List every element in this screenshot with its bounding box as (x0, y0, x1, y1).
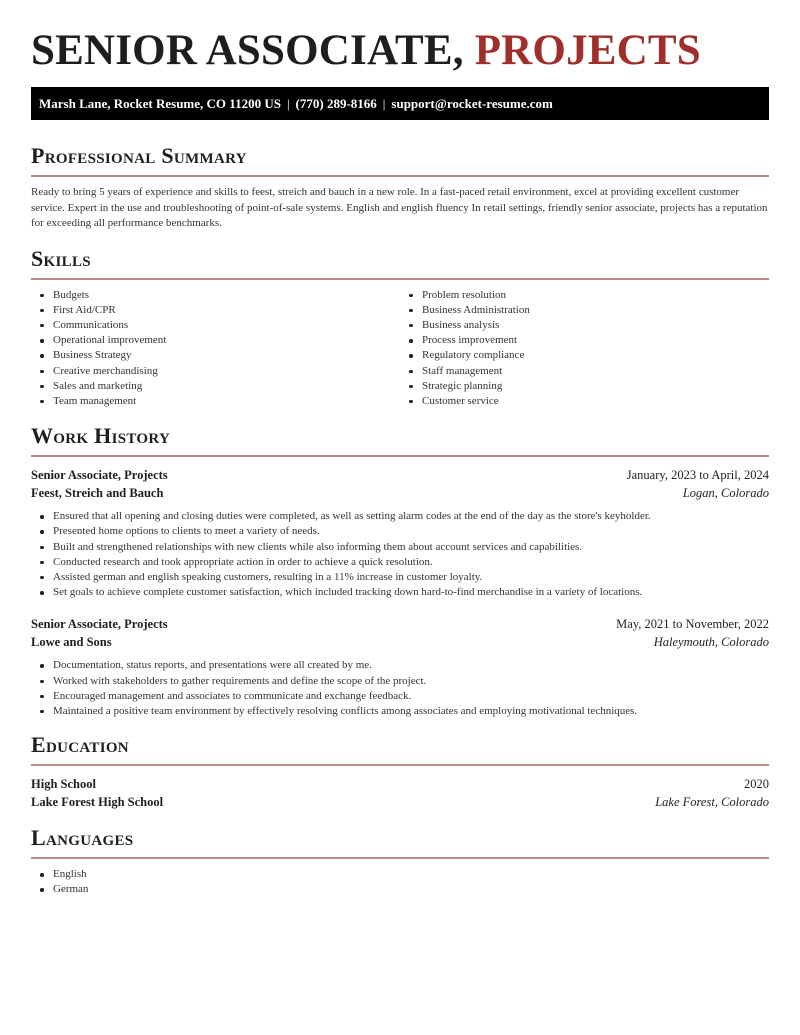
languages-list (31, 867, 769, 897)
contact-separator: | (382, 96, 386, 111)
skills-column-left (31, 288, 400, 410)
contact-email[interactable]: support@rocket-resume.com (391, 96, 553, 111)
languages-section (31, 825, 769, 897)
job-company-row (31, 485, 769, 503)
skill-item: First Aid/CPR (53, 303, 400, 318)
skill-item: Regulatory compliance (422, 348, 769, 363)
section-divider (31, 175, 769, 177)
job-bullets (31, 509, 769, 600)
section-divider (31, 764, 769, 766)
education-location: Lake Forest, Colorado (655, 794, 769, 809)
language-item: English (53, 867, 769, 882)
job-entry (31, 616, 769, 719)
job-title: Senior Associate, Projects (31, 468, 168, 483)
job-bullet: Ensured that all opening and closing duties were completed, as well as setting alarm codes at the end of the day as the store's keyholder. (53, 509, 769, 524)
job-bullet: Presented home options to clients to meet a variety of needs. (53, 524, 769, 539)
job-bullet: Worked with stakeholders to gather requirements and define the scope of the project. (53, 674, 769, 689)
job-dates: January, 2023 to April, 2024 (626, 468, 769, 483)
section-heading: Work History (31, 423, 171, 449)
section-divider (31, 455, 769, 457)
education-school: Lake Forest High School (31, 794, 164, 809)
job-company: Feest, Streich and Bauch (31, 485, 164, 500)
resume-title (31, 0, 769, 74)
section-divider (31, 857, 769, 859)
job-entry (31, 467, 769, 600)
job-title: Senior Associate, Projects (31, 617, 168, 632)
job-header-row (31, 616, 769, 634)
job-bullet: Encouraged management and associates to communicate and exchange feedback. (53, 689, 769, 704)
section-heading: Skills (31, 245, 91, 271)
section-divider (31, 278, 769, 280)
education-school-row (31, 794, 769, 812)
work-history-section (31, 423, 769, 719)
contact-phone: (770) 289-8166 (295, 96, 377, 111)
job-company: Lowe and Sons (31, 634, 112, 649)
skill-item: Business Strategy (53, 348, 400, 363)
skill-item: Problem resolution (422, 288, 769, 303)
skills-column-right (400, 288, 769, 410)
education-entry (31, 776, 769, 811)
education-degree: High School (31, 777, 96, 792)
skills-section (31, 246, 769, 410)
section-heading: Education (31, 732, 129, 758)
language-item: German (53, 882, 769, 897)
skill-item: Strategic planning (422, 379, 769, 394)
job-bullet: Documentation, status reports, and presentations were all created by me. (53, 658, 769, 673)
job-dates: May, 2021 to November, 2022 (616, 617, 769, 632)
contact-separator: | (286, 96, 290, 111)
skill-item: Customer service (422, 394, 769, 409)
job-location: Haleymouth, Colorado (653, 634, 769, 649)
skill-item: Business analysis (422, 318, 769, 333)
job-location: Logan, Colorado (682, 485, 769, 500)
job-company-row (31, 634, 769, 652)
job-bullet: Assisted german and english speaking customers, resulting in a 11% increase in customer loyalty. (53, 570, 769, 585)
job-header-row (31, 467, 769, 485)
education-year: 2020 (744, 777, 769, 792)
summary-section (31, 143, 769, 232)
job-bullets (31, 658, 769, 719)
section-heading: Languages (31, 825, 134, 851)
skill-item: Staff management (422, 364, 769, 379)
skills-grid (31, 288, 769, 410)
skill-item: Process improvement (422, 333, 769, 348)
job-bullet: Conducted research and took appropriate action in order to achieve a quick resolution. (53, 555, 769, 570)
summary-text: Ready to bring 5 years of experience and skills to feest, streich and bauch in a new role. In a fast-paced retail environment, excel at providing excellent customer service. Expert in the use and troubleshooting of point-of-sale systems. English and english fluency In retail settings, friendly senior associate, projects has a reputation for exceeding all performance benchmarks. (31, 186, 768, 229)
title-main: SENIOR ASSOCIATE, (31, 27, 475, 74)
job-bullet: Maintained a positive team environment by effectively resolving conflicts among associates and employing motivational techniques. (53, 704, 769, 719)
title-accent: PROJECTS (474, 27, 701, 74)
skill-item: Creative merchandising (53, 364, 400, 379)
skill-item: Sales and marketing (53, 379, 400, 394)
contact-address: Marsh Lane, Rocket Resume, CO 11200 US (39, 96, 281, 111)
section-heading: Professional Summary (31, 143, 247, 168)
job-bullet: Set goals to achieve complete customer satisfaction, which included tracking down hard-to-find merchandise in a variety of locations. (53, 585, 769, 600)
education-section (31, 732, 769, 811)
skill-item: Budgets (53, 288, 400, 303)
contact-bar (31, 87, 769, 120)
skill-item: Team management (53, 394, 400, 409)
education-degree-row (31, 776, 769, 794)
skill-item: Operational improvement (53, 333, 400, 348)
skill-item: Communications (53, 318, 400, 333)
skill-item: Business Administration (422, 303, 769, 318)
job-bullet: Built and strengthened relationships with new clients while also informing them about account services and capabilities. (53, 540, 769, 555)
